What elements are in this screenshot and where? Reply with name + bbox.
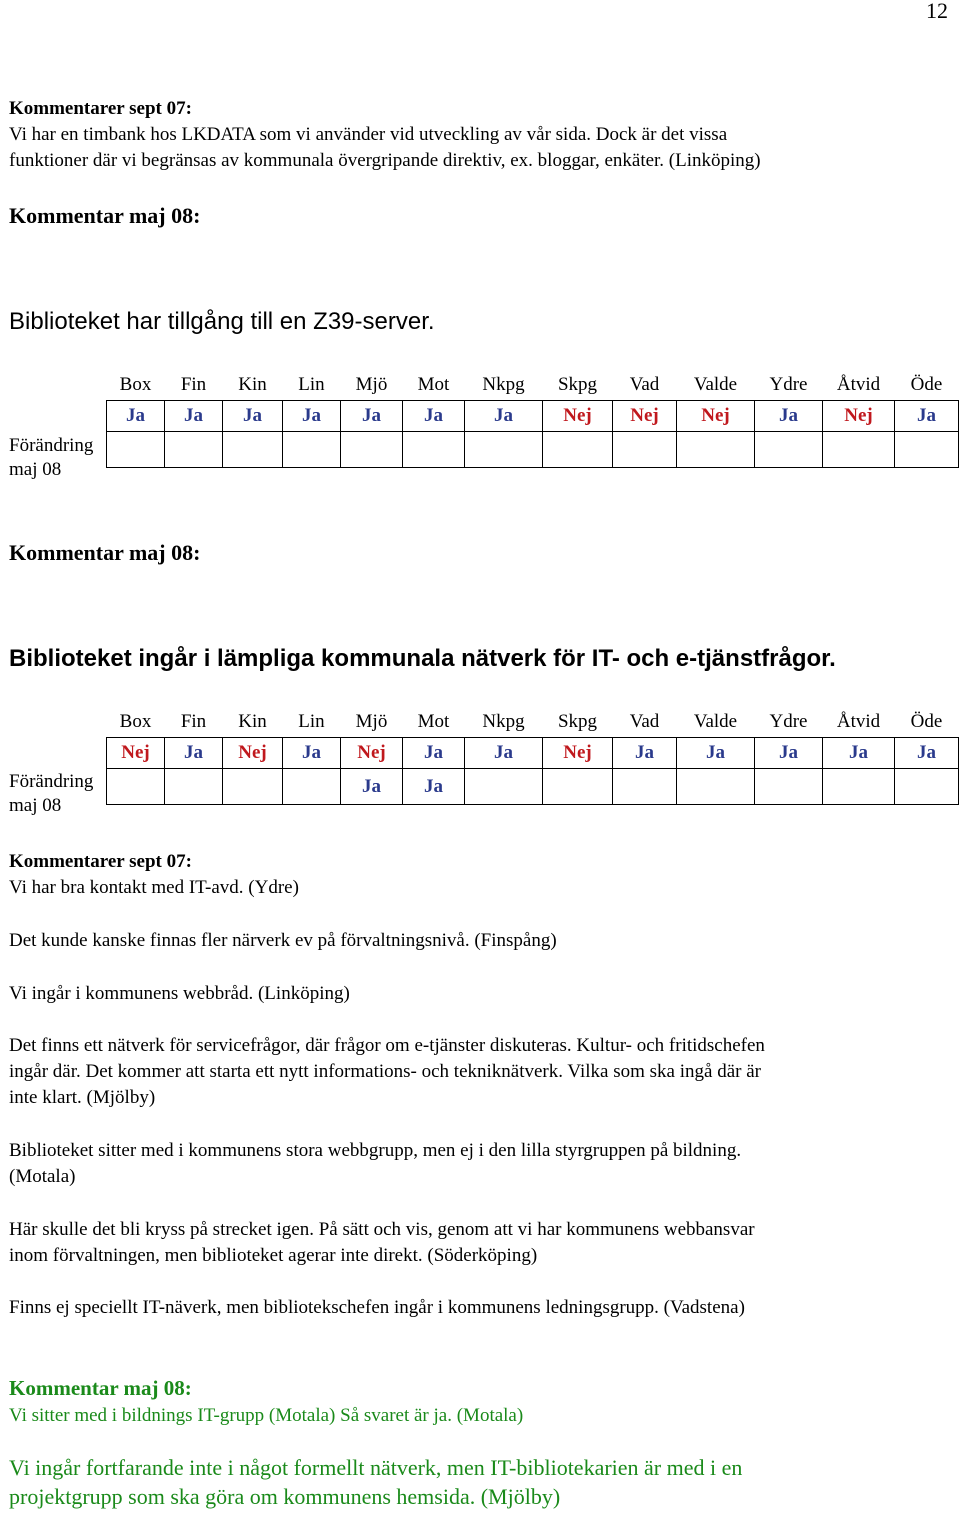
- column-header: Lin: [283, 707, 341, 738]
- comment-line: Här skulle det bli kryss på strecket igen. På sätt och vis, genom att vi har kommunens webbansvar: [9, 1219, 755, 1240]
- answer-table: [106, 370, 959, 468]
- row-label-line: Förändring: [9, 771, 94, 792]
- comment-heading: Kommentar maj 08:: [9, 203, 201, 228]
- answer-cell: Nej: [823, 401, 895, 432]
- answer-cell: Ja: [755, 401, 823, 432]
- answer-cell: Ja: [283, 738, 341, 769]
- change-cell: [895, 769, 959, 805]
- answer-cell: Ja: [465, 401, 543, 432]
- header-row: [107, 370, 959, 401]
- column-header: Lin: [283, 370, 341, 401]
- answer-cell: Nej: [543, 401, 613, 432]
- comment-line: funktioner där vi begränsas av kommunala övergripande direktiv, ex. bloggar, enkäter. (Linköping): [9, 150, 761, 171]
- column-header: Öde: [895, 707, 959, 738]
- change-cell: [165, 432, 223, 468]
- answer-cell: Ja: [165, 401, 223, 432]
- answer-cell: Nej: [613, 401, 677, 432]
- question-heading: Biblioteket ingår i lämpliga kommunala nätverk för IT- och e-tjänstfrågor.: [9, 645, 836, 672]
- change-cell: [823, 432, 895, 468]
- comment-line: Vi har en timbank hos LKDATA som vi använder vid utveckling av vår sida. Dock är det vissa: [9, 124, 728, 145]
- change-cell: [613, 769, 677, 805]
- comment-line: (Motala): [9, 1166, 76, 1187]
- comment-heading: Kommentar maj 08:: [9, 1376, 192, 1400]
- column-header: Vad: [613, 707, 677, 738]
- change-cell: [223, 432, 283, 468]
- answer-cell: Ja: [223, 401, 283, 432]
- column-header: Kin: [223, 707, 283, 738]
- comment-heading: Kommentar maj 08:: [9, 540, 201, 565]
- comment-line: Vi har bra kontakt med IT-avd. (Ydre): [9, 877, 299, 898]
- page-number: 12: [926, 0, 948, 23]
- column-header: Ydre: [755, 707, 823, 738]
- answer-table: [106, 707, 959, 805]
- question-heading: Biblioteket har tillgång till en Z39-server.: [9, 308, 435, 335]
- change-cell: [613, 432, 677, 468]
- comment-line: Det kunde kanske finnas fler närverk ev på förvaltningsnivå. (Finspång): [9, 930, 557, 951]
- column-header: Åtvid: [823, 707, 895, 738]
- change-cell: [465, 432, 543, 468]
- answer-cell: Ja: [895, 738, 959, 769]
- answer-cell: Nej: [341, 738, 403, 769]
- comment-line: Finns ej speciellt IT-näverk, men bibliotekschefen ingår i kommunens ledningsgrupp. (Vadstena): [9, 1297, 745, 1318]
- change-cell: [543, 432, 613, 468]
- answer-cell: Nej: [107, 738, 165, 769]
- row-label-line: maj 08: [9, 795, 62, 816]
- comments-heading: Kommentarer sept 07:: [9, 98, 192, 119]
- answer-cell: Nej: [543, 738, 613, 769]
- change-cell: [755, 769, 823, 805]
- column-header: Fin: [165, 370, 223, 401]
- change-cell: [895, 432, 959, 468]
- change-cell: [223, 769, 283, 805]
- comment-line: projektgrupp som ska göra om kommunens hemsida. (Mjölby): [9, 1484, 561, 1509]
- column-header: Kin: [223, 370, 283, 401]
- answer-cell: Nej: [223, 738, 283, 769]
- row-label-line: Förändring: [9, 435, 94, 456]
- answer-row: [107, 738, 959, 769]
- column-header: Mot: [403, 370, 465, 401]
- comment-line: Vi ingår i kommunens webbråd. (Linköping): [9, 983, 350, 1004]
- answer-cell: Ja: [613, 738, 677, 769]
- column-header: Mjö: [341, 370, 403, 401]
- row-label-line: maj 08: [9, 459, 62, 480]
- comment-line: Biblioteket sitter med i kommunens stora webbgrupp, men ej i den lilla styrgruppen på bildning.: [9, 1140, 742, 1161]
- answer-cell: Ja: [107, 401, 165, 432]
- column-header: Nkpg: [465, 707, 543, 738]
- change-cell: [465, 769, 543, 805]
- row-label: [9, 770, 93, 818]
- change-cell: [403, 432, 465, 468]
- comment-line: Det finns ett nätverk för servicefrågor, där frågor om e-tjänster diskuteras. Kultur- och fritidschefen: [9, 1035, 765, 1056]
- column-header: Ydre: [755, 370, 823, 401]
- change-row: [107, 432, 959, 468]
- column-header: Vad: [613, 370, 677, 401]
- column-header: Nkpg: [465, 370, 543, 401]
- change-cell: [283, 769, 341, 805]
- change-cell: [543, 769, 613, 805]
- header-row: [107, 707, 959, 738]
- answer-cell: Ja: [341, 401, 403, 432]
- column-header: Valde: [677, 707, 755, 738]
- answer-cell: Ja: [895, 401, 959, 432]
- column-header: Åtvid: [823, 370, 895, 401]
- column-header: Box: [107, 370, 165, 401]
- answer-cell: Ja: [403, 401, 465, 432]
- answer-cell: Ja: [677, 738, 755, 769]
- column-header: Box: [107, 707, 165, 738]
- change-cell: [677, 432, 755, 468]
- column-header: Skpg: [543, 707, 613, 738]
- answer-cell: Ja: [465, 738, 543, 769]
- comment-line: inom förvaltningen, men biblioteket agerar inte direkt. (Söderköping): [9, 1245, 538, 1266]
- column-header: Öde: [895, 370, 959, 401]
- change-cell: [823, 769, 895, 805]
- comment-line: inte klart. (Mjölby): [9, 1087, 156, 1108]
- column-header: Mjö: [341, 707, 403, 738]
- answer-cell: Ja: [283, 401, 341, 432]
- change-cell: [283, 432, 341, 468]
- change-cell: [165, 769, 223, 805]
- column-header: Valde: [677, 370, 755, 401]
- answer-cell: Ja: [823, 738, 895, 769]
- change-cell: [107, 432, 165, 468]
- change-cell: Ja: [341, 769, 403, 805]
- answer-cell: Ja: [165, 738, 223, 769]
- change-cell: [341, 432, 403, 468]
- comment-line: Vi sitter med i bildnings IT-grupp (Motala) Så svaret är ja. (Motala): [9, 1405, 524, 1426]
- column-header: Mot: [403, 707, 465, 738]
- comment-line: ingår där. Det kommer att starta ett nytt informations- och tekniknätverk. Vilka som ska ingå där är: [9, 1061, 761, 1082]
- comments-heading: Kommentarer sept 07:: [9, 851, 192, 872]
- change-row: [107, 769, 959, 805]
- column-header: Skpg: [543, 370, 613, 401]
- change-cell: Ja: [403, 769, 465, 805]
- change-cell: [755, 432, 823, 468]
- answer-row: [107, 401, 959, 432]
- column-header: Fin: [165, 707, 223, 738]
- answer-cell: Ja: [403, 738, 465, 769]
- answer-cell: Nej: [677, 401, 755, 432]
- change-cell: [107, 769, 165, 805]
- change-cell: [677, 769, 755, 805]
- answer-cell: Ja: [755, 738, 823, 769]
- row-label: [9, 434, 93, 482]
- comment-line: Vi ingår fortfarande inte i något formellt nätverk, men IT-bibliotekarien är med i en: [9, 1455, 743, 1480]
